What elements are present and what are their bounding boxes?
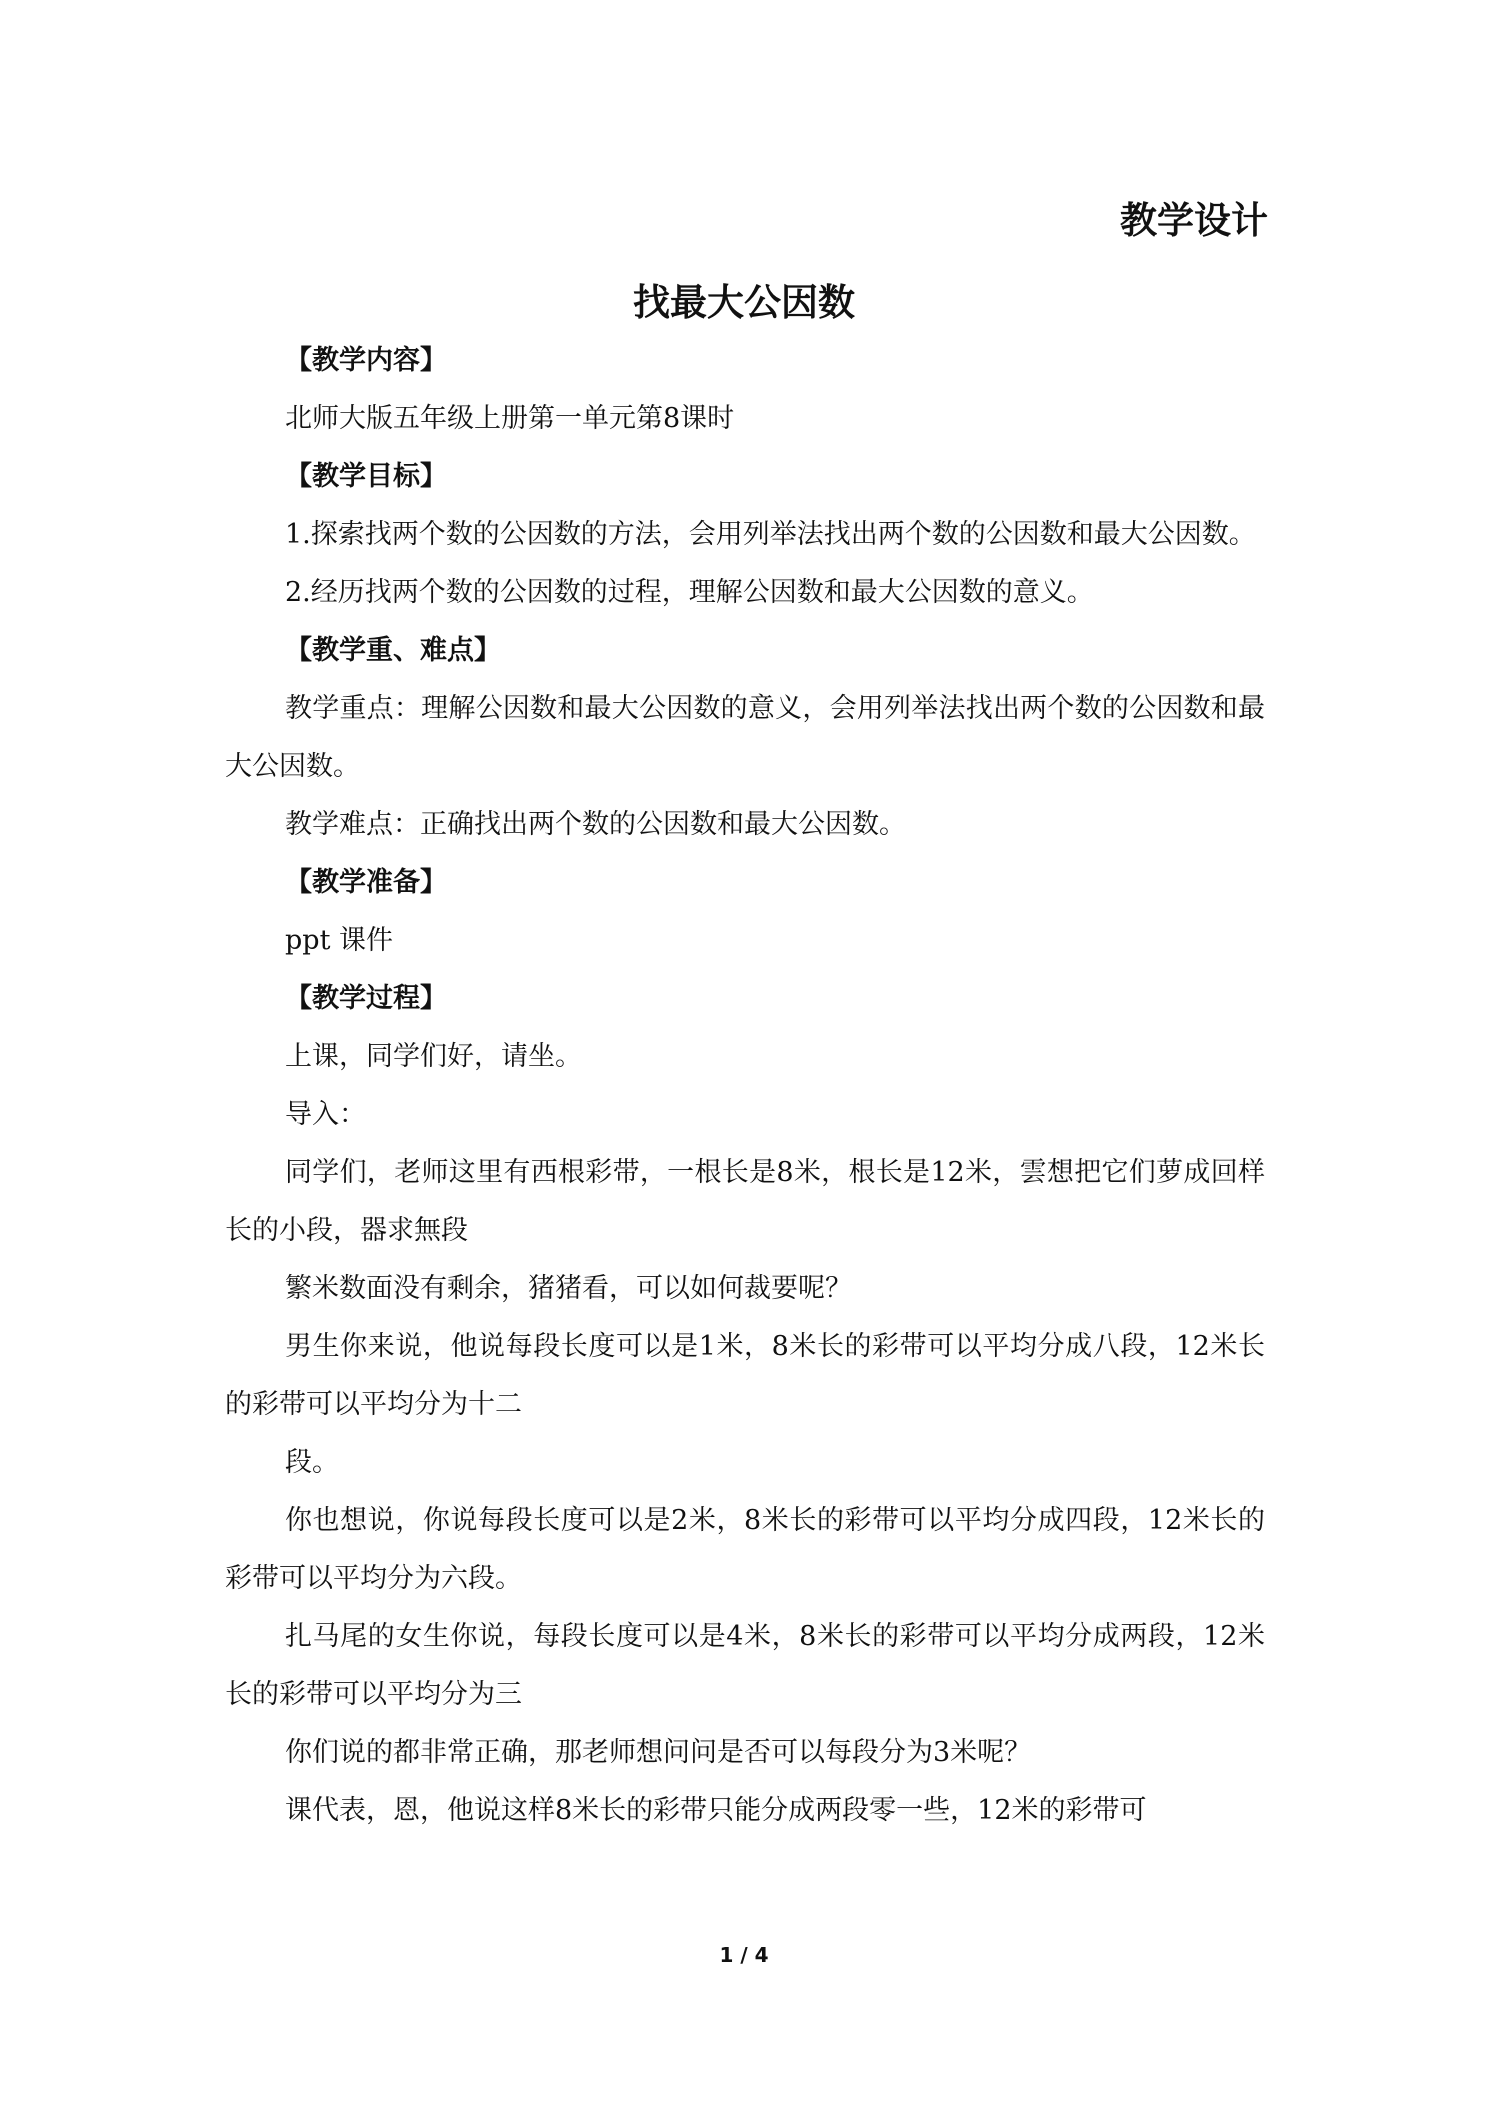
process-paragraph: 同学们，老师这里有西根彩带，一根长是8米，根长是12米，雲想把它们萝成回样长的小段，器求無段 (225, 1157, 1265, 1246)
process-paragraph: 扎马尾的女生你说，每段长度可以是4米，8米长的彩带可以平均分成两段，12米长的彩带可以平均分为三 (225, 1621, 1265, 1710)
document-title: 找最大公因数 (633, 281, 855, 324)
document-body (225, 332, 1265, 1840)
section-heading-content: 【教学内容】 (285, 345, 447, 376)
section-heading-preparation: 【教学准备】 (285, 867, 447, 898)
process-paragraph: 导入： (285, 1099, 366, 1130)
difficult-point-text: 教学难点：正确找出两个数的公因数和最大公因数。 (285, 809, 906, 840)
page-number: 1 / 4 (719, 1943, 769, 1967)
section-heading-goals: 【教学目标】 (285, 461, 447, 492)
process-paragraph: 繁米数面没有剩余，猪猪看，可以如何裁要呢？ (285, 1273, 852, 1304)
process-paragraph: 上课，同学们好，请坐。 (285, 1041, 582, 1072)
goal-item: 2.经历找两个数的公因数的过程，理解公因数和最大公因数的意义。 (285, 577, 1094, 608)
section-heading-process: 【教学过程】 (285, 983, 447, 1014)
process-paragraph: 课代表，恩，他说这样8米长的彩带只能分成两段零一些，12米的彩带可 (285, 1795, 1147, 1826)
process-paragraph: 男生你来说，他说每段长度可以是1米，8米长的彩带可以平均分成八段，12米长的彩带可以平均分为十二 (225, 1331, 1265, 1420)
key-point-text: 教学重点：理解公因数和最大公因数的意义，会用列举法找出两个数的公因数和最大公因数。 (225, 693, 1265, 782)
content-text: 北师大版五年级上册第一单元第8课时 (285, 403, 735, 434)
section-heading-key-points: 【教学重、难点】 (285, 635, 501, 666)
process-paragraph: 段。 (285, 1447, 339, 1478)
process-paragraph: 你也想说，你说每段长度可以是2米，8米长的彩带可以平均分成四段，12米长的彩带可以平均分为六段。 (225, 1505, 1265, 1594)
header-label: 教学设计 (1120, 199, 1268, 242)
goal-item: 1.探索找两个数的公因数的方法，会用列举法找出两个数的公因数和最大公因数。 (285, 519, 1256, 550)
preparation-text: ppt 课件 (285, 925, 393, 956)
process-paragraph: 你们说的都非常正确，那老师想问问是否可以每段分为3米呢？ (285, 1737, 1032, 1768)
